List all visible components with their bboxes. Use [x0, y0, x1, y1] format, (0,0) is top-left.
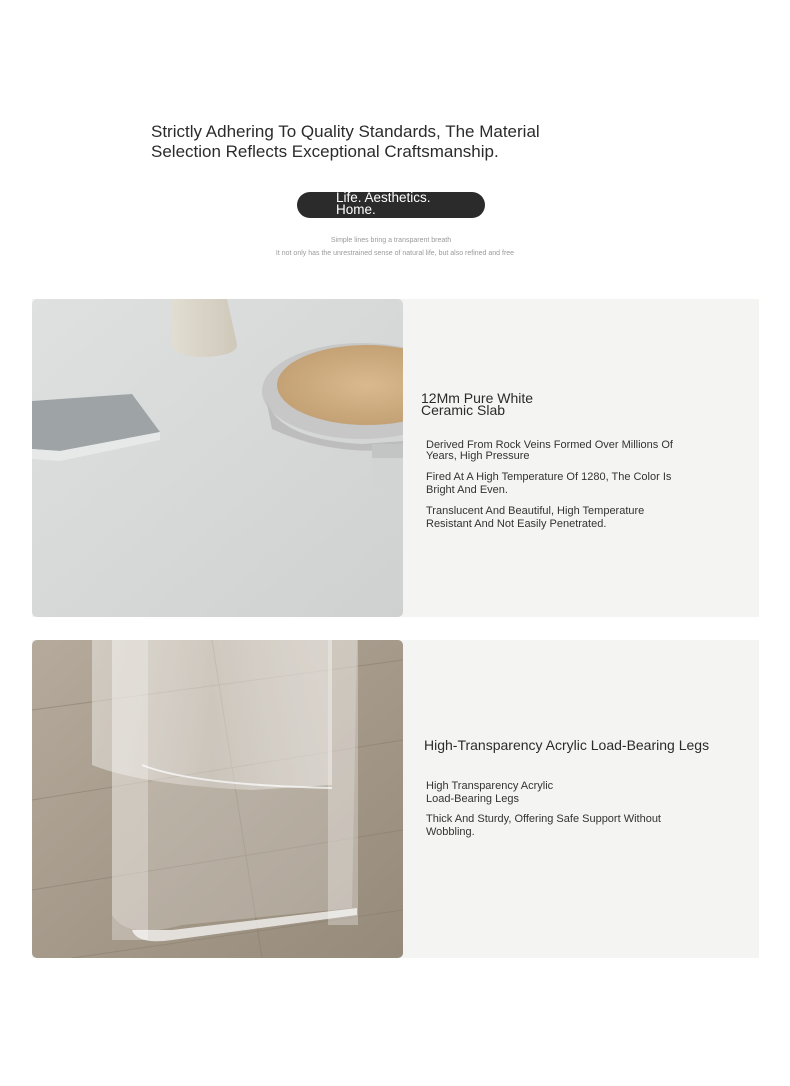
bullet-line: Load-Bearing Legs [426, 793, 519, 805]
headline-line-1: Strictly Adhering To Quality Standards, The Material [151, 122, 540, 141]
tagline-line-2: It not only has the unrestrained sense of natural life, but also refined and free [275, 250, 515, 257]
feature-bullets-ceramic [426, 440, 726, 538]
bullet-line: Thick And Sturdy, Offering Safe Support Without [426, 813, 661, 825]
acrylic-legs-photo [32, 640, 403, 958]
pill-line-2: Home. [336, 202, 376, 217]
bullet-line: Resistant And Not Easily Penetrated. [426, 518, 607, 530]
feature-title-ceramic [421, 392, 533, 416]
feature-bullet [426, 813, 726, 839]
ceramic-slab-photo [32, 299, 403, 617]
feature-panel-acrylic [32, 640, 759, 958]
feature-bullet [426, 780, 726, 806]
bullet-line: Fired At A High Temperature Of 1280, The Color Is [426, 471, 672, 483]
headline [151, 122, 631, 162]
feature-bullet [426, 440, 726, 462]
feature-title-line-1: 12Mm Pure White [421, 390, 534, 406]
pill-line-1: Life. Aesthetics. [336, 192, 431, 205]
slogan-pill [297, 192, 485, 218]
tagline-line-1: Simple lines bring a transparent breath [330, 237, 452, 244]
bullet-line: Bright And Even. [426, 484, 508, 496]
feature-title-line-2: Ceramic Slab [421, 402, 506, 418]
feature-bullet [426, 471, 726, 497]
bullet-line: High Transparency Acrylic [426, 780, 554, 792]
bullet-line: Years, High Pressure [426, 450, 530, 462]
headline-line-2: Selection Reflects Exceptional Craftsmanship. [151, 142, 499, 161]
feature-panel-ceramic [32, 299, 759, 617]
bullet-line: Translucent And Beautiful, High Temperature [426, 505, 645, 517]
feature-bullets-acrylic [426, 780, 726, 846]
bullet-line: Wobbling. [426, 826, 475, 838]
feature-title-acrylic: High-Transparency Acrylic Load-Bearing Legs [424, 737, 710, 753]
bullet-line: Derived From Rock Veins Formed Over Millions Of [426, 439, 673, 451]
feature-bullet [426, 505, 726, 531]
